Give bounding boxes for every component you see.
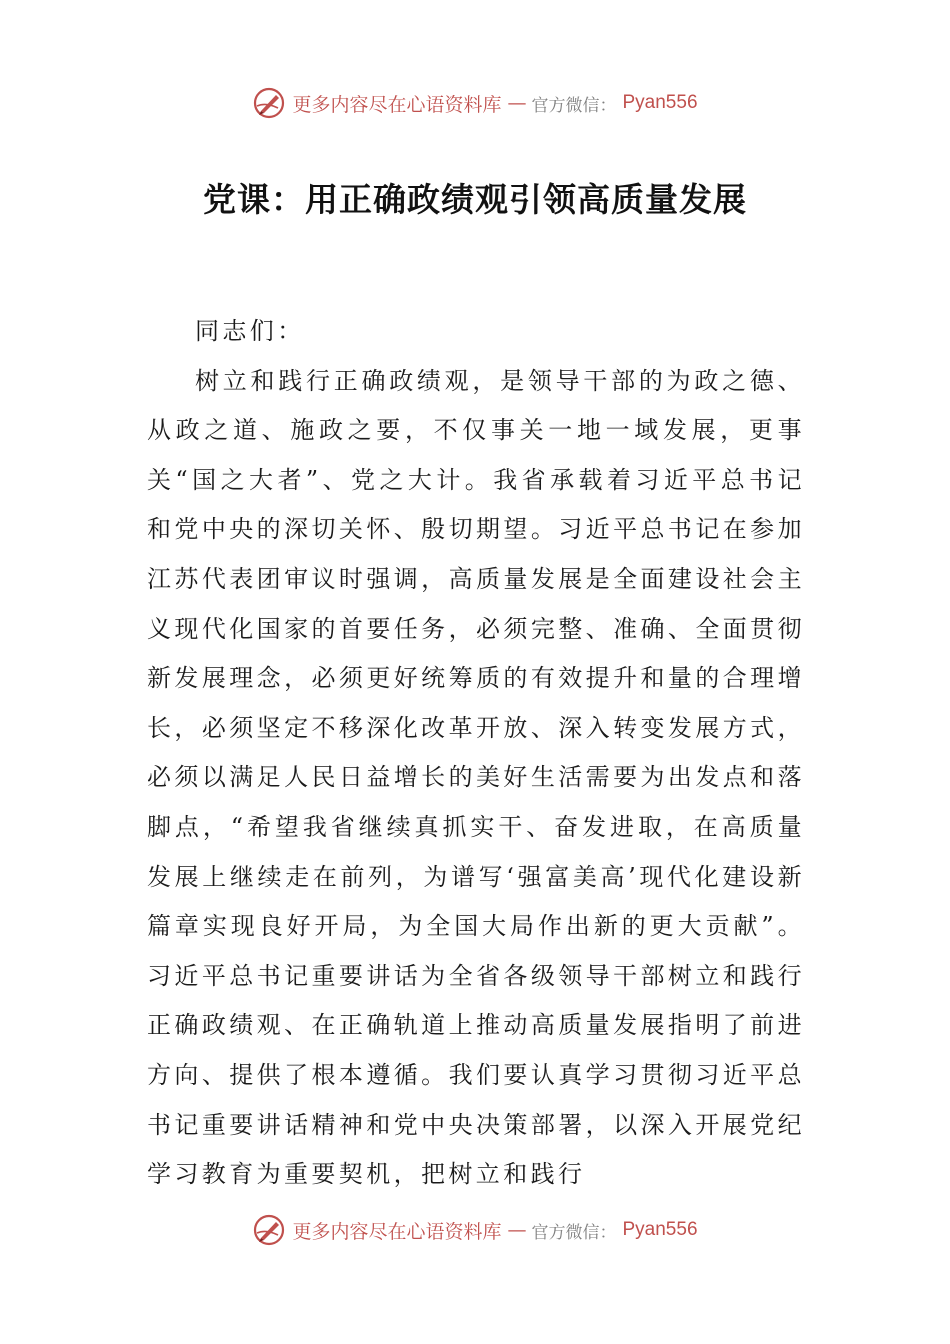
document-title: 党课：用正确政绩观引领高质量发展	[203, 180, 747, 219]
watermark-separator: —	[507, 1219, 526, 1241]
watermark-separator: —	[507, 92, 526, 114]
watermark-brand-text: 更多内容尽在心语资料库	[292, 93, 502, 116]
body-paragraph: 树立和践行正确政绩观，是领导干部的为政之德、从政之道、施政之要，不仅事关一地一域发展，更事关“国之大者”、党之大计。我省承载着习近平总书记和党中央的深切关怀、殷切期望。习近平总书记在参加江苏代表团审议时强调，高质量发展是全面建设社会主义现代化国家的首要任务，必须完整、准确、全面贯彻新发展理念，必须更好统筹质的有效提升和量的合理增长，必须坚定不移深化改革开放、深入转变发展方式，必须以满足人民日益增长的美好生活需要为出发点和落脚点，“希望我省继续真抓实干、奋发进取，在高质量发展上继续走在前列，为谱写‘强富美高’现代化建设新篇章实现良好开局，为全国大局作出新的更大贡献”。习近平总书记重要讲话为全省各级领导干部树立和践行正确政绩观、在正确轨道上推动高质量发展指明了前进方向、提供了根本遵循。我们要认真学习贯彻习近平总书记重要讲话精神和党中央决策部署，以深入开展党纪学习教育为重要契机，把树立和践行	[147, 366, 805, 1189]
pen-logo-icon	[252, 1213, 286, 1247]
document-body	[147, 307, 805, 1200]
salutation: 同志们：	[195, 317, 305, 345]
pen-logo-icon	[252, 86, 286, 120]
watermark-brand-text: 更多内容尽在心语资料库	[292, 1220, 502, 1243]
watermark-wechat-id: Pyan556	[622, 92, 698, 113]
watermark-wechat-label: 官方微信：	[531, 95, 617, 116]
footer-watermark	[0, 1210, 950, 1250]
header-watermark	[0, 83, 950, 123]
watermark-wechat-label: 官方微信：	[531, 1222, 617, 1243]
watermark-wechat-id: Pyan556	[622, 1219, 698, 1240]
